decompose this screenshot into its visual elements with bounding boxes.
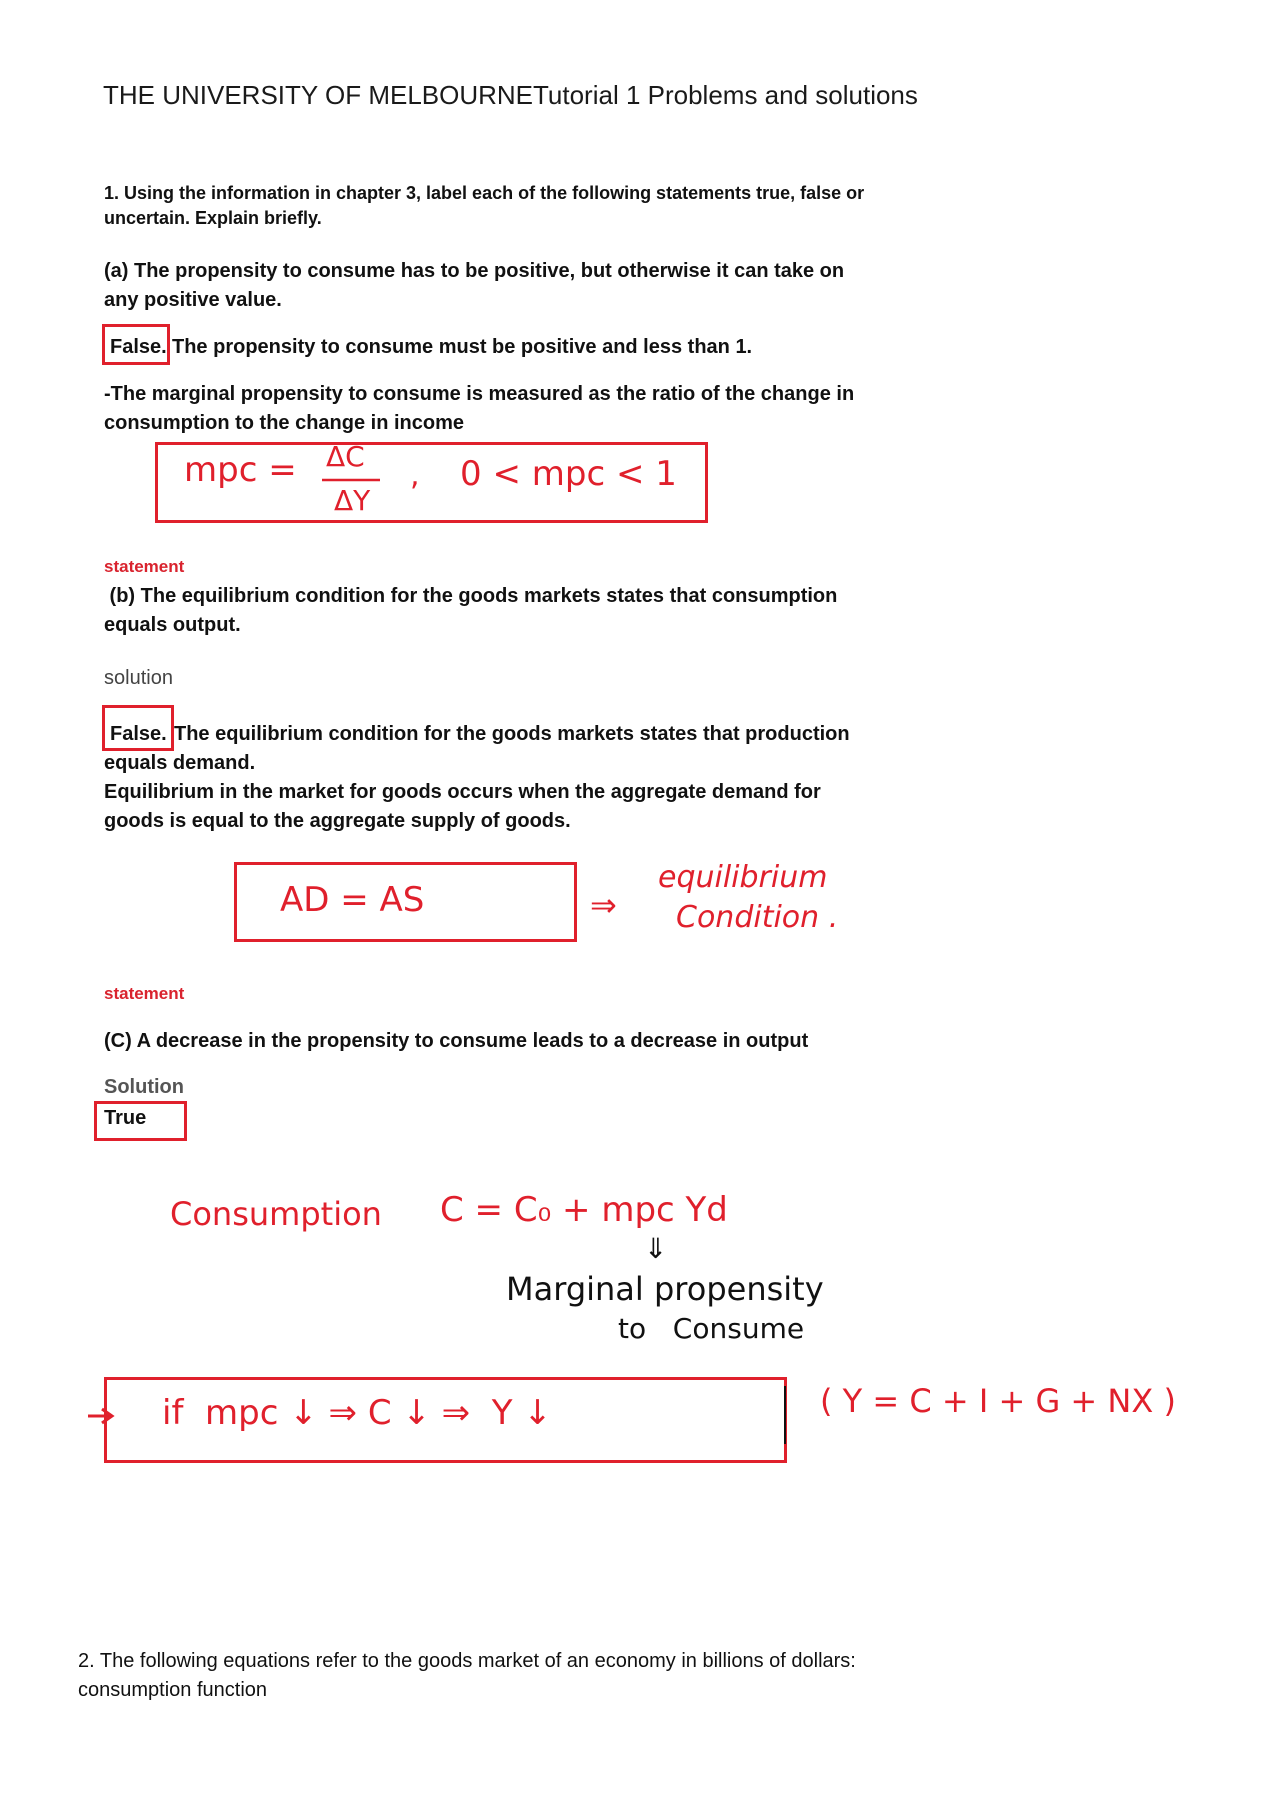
part-b-statement-line1: (b) The equilibrium condition for the goods markets states that consumption [104,585,838,607]
part-a-statement-line1: (a) The propensity to consume has to be positive, but otherwise it can take on [104,260,845,282]
part-b-answer-line1: The equilibrium condition for the goods markets states that production [174,723,850,745]
q1-prompt-line2: uncertain. Explain briefly. [104,208,322,228]
part-c-solution-label: Solution [104,1076,184,1098]
part-a-explanation-line1: -The marginal propensity to consume is measured as the ratio of the change in [104,383,855,405]
q2-intro-line1: 2. The following equations refer to the goods market of an economy in billions of dollars: [78,1650,856,1672]
part-b-statement-line2: equals output. [104,614,241,636]
hand-condition: Condition . [676,900,839,935]
part-b-answer-line2: equals demand. [104,752,256,774]
q2-intro-line2: consumption function [78,1679,268,1701]
part-c-statement-label: statement [104,984,185,1003]
hand-consumption: Consumption [170,1195,382,1233]
part-b-statement [104,582,837,640]
part-b-explanation-line1: Equilibrium in the market for goods occurs when the aggregate demand for [104,781,821,803]
part-b-statement-label: statement [104,557,185,576]
part-b-verdict: False. [110,723,167,745]
header-tutorial-title: Tutorial 1 Problems and solutions [533,80,918,110]
chain-divider [783,1386,787,1446]
hand-mpc-chain: if mpc ↓ ⇒ C ↓ ⇒ Y ↓ [162,1393,552,1433]
hand-equilibrium: equilibrium [658,860,828,895]
q2-intro [78,1647,856,1705]
part-b-solution-label: solution [104,667,173,689]
hand-delta-y: ΔY [334,484,371,517]
hand-marginal-propensity: Marginal propensity [506,1270,824,1308]
part-c-statement: (C) A decrease in the propensity to consume leads to a decrease in output [104,1030,809,1052]
hand-comma: , [410,458,420,493]
q1-prompt [104,181,864,231]
fraction-bar [322,478,382,482]
hand-to-consume: to Consume [618,1312,805,1345]
hand-mpc-label: mpc = [184,450,297,490]
hand-delta-c: ΔC [326,440,365,473]
q1-prompt-line1: 1. Using the information in chapter 3, label each of the following statements true, false or [104,183,865,203]
hand-output-identity: ( Y = C + I + G + NX ) [820,1382,1176,1420]
part-a-answer: The propensity to consume must be positive and less than 1. [172,336,753,358]
hand-down-arrow: ⇓ [644,1232,668,1265]
part-a-statement [104,257,844,315]
part-b-explanation [104,778,821,836]
part-a-verdict: False. [110,336,167,358]
hand-mpc-range: 0 < mpc < 1 [460,454,677,494]
header-university: THE UNIVERSITY OF MELBOURNE [103,80,534,110]
part-a-explanation-line2: consumption to the change in income [104,412,465,434]
part-a-explanation [104,380,854,438]
hand-consumption-formula: C = C₀ + mpc Yd [440,1190,728,1230]
part-c-verdict: True [104,1107,147,1129]
part-a-statement-line2: any positive value. [104,289,282,311]
hand-ad-equals-as: AD = AS [280,880,425,920]
hand-implies-arrow: ⇒ [590,886,617,924]
part-b-explanation-line2: goods is equal to the aggregate supply of goods. [104,810,571,832]
